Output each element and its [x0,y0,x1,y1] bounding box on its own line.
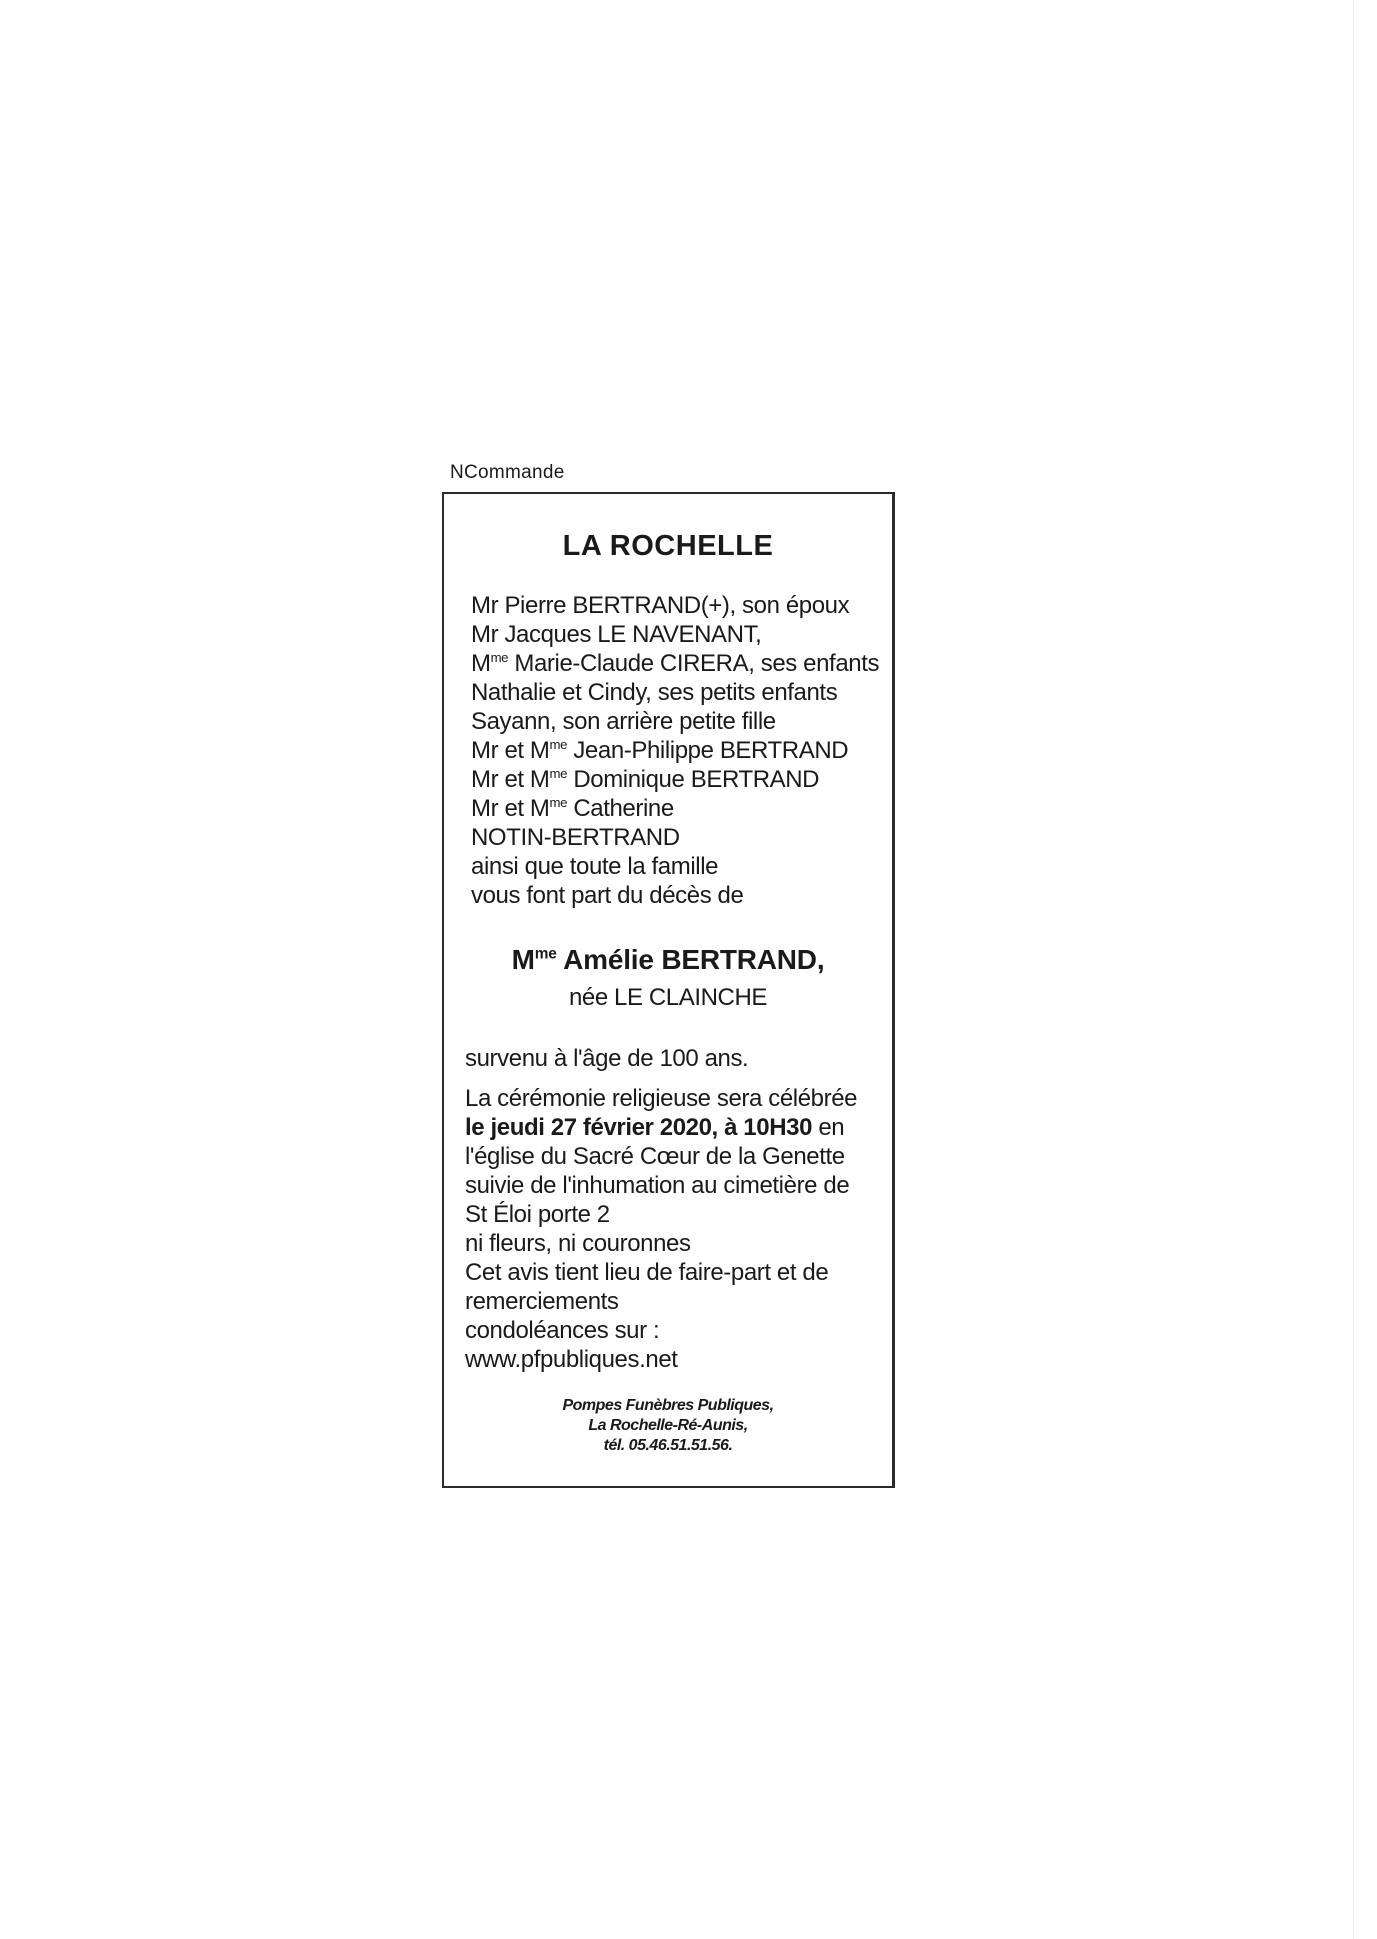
ceremony-line: St Éloi porte 2 [465,1201,610,1228]
family-line: ainsi que toute la famille [471,853,719,880]
family-line: Mr Jacques LE NAVENANT, [471,621,762,648]
order-label: NCommande [450,462,565,483]
ceremony-line: remerciements [465,1288,619,1315]
family-line: NOTIN-BERTRAND [471,824,680,851]
family-line: Nathalie et Cindy, ses petits enfants [471,679,838,706]
family-line: $M^{me}$ Marie-Claude CIRERA, ses enfants [471,650,880,677]
funeral-home-name: Pompes Funèbres Publiques, [562,1397,774,1414]
family-line: Mr Pierre BERTRAND(+), son époux [471,592,850,619]
ceremony-line: ni fleurs, ni couronnes [465,1230,691,1257]
ceremony-details [465,1084,857,1374]
ceremony-line: La cérémonie religieuse sera célébrée [465,1085,858,1112]
ceremony-date: le jeudi 27 février 2020, à 10H30 [465,1114,813,1141]
family-list [471,591,879,910]
ceremony-date-line: le jeudi 27 février 2020, à 10H30 en [465,1114,845,1141]
ceremony-line: suivie de l'inhumation au cimetière de [465,1172,850,1199]
condolences-url: www.pfpubliques.net [465,1346,678,1373]
family-line: Sayann, son arrière petite fille [471,708,776,735]
family-line: vous font part du décès de [471,882,744,909]
deceased-name: $M^{me}$ Amélie BERTRAND, [511,944,825,975]
family-line: Mr et $M^{me}$ Jean-Philippe BERTRAND [471,737,849,764]
age-line: survenu à l'âge de 100 ans. [465,1045,749,1072]
notice-headline: LA ROCHELLE [562,530,774,562]
death-notice [442,492,895,1488]
funeral-home-signature [444,1396,892,1456]
funeral-home-location: La Rochelle-Ré-Aunis, [588,1417,748,1434]
family-line: Mr et $M^{me}$ Catherine [471,795,674,822]
funeral-home-phone: tél. 05.46.51.51.56. [603,1437,733,1454]
page-margin-line [1353,0,1354,1939]
family-line: Mr et $M^{me}$ Dominique BERTRAND [471,766,820,793]
ceremony-line: condoléances sur : [465,1317,660,1344]
ceremony-line: Cet avis tient lieu de faire-part et de [465,1259,829,1286]
maiden-name: née LE CLAINCHE [568,984,768,1011]
ceremony-line: l'église du Sacré Cœur de la Genette [465,1143,845,1170]
